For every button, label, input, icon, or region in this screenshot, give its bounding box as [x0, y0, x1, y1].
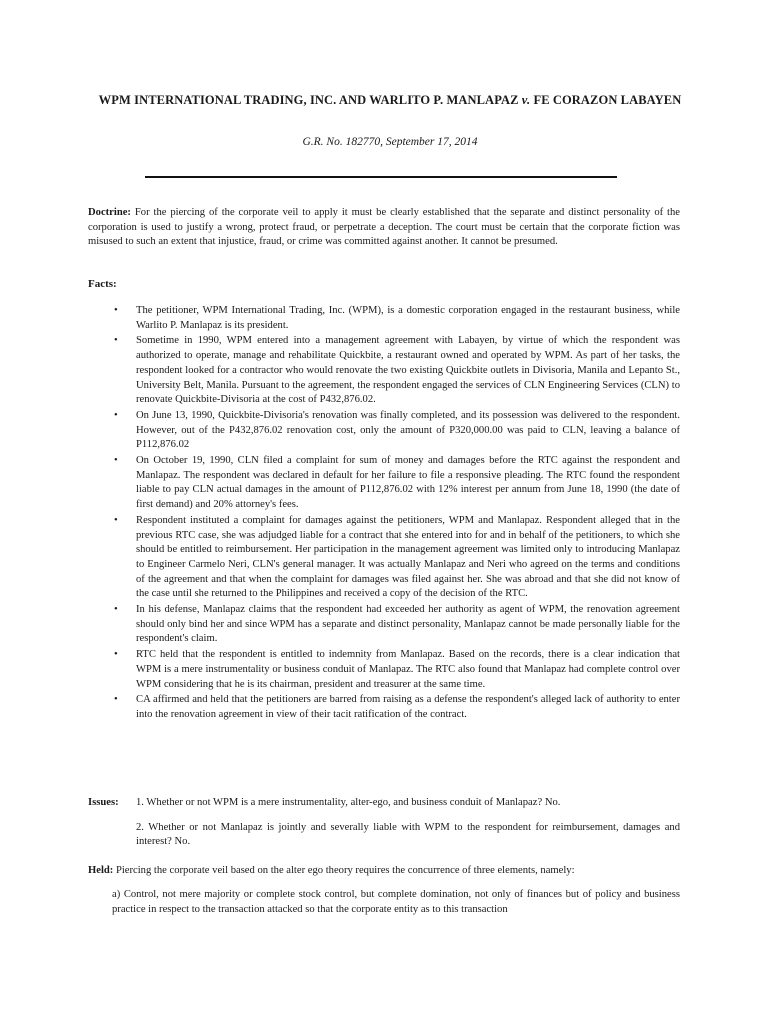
held-text: Piercing the corporate veil based on the alter ego theory requires the concurrence of three elements, namely:	[115, 865, 575, 876]
facts-list-item	[88, 304, 680, 333]
issue-item: 2. Whether or not Manlapaz is jointly and severally liable with WPM to the respondent for reimbursement, damages and interest? No.	[136, 821, 680, 848]
doctrine-text: For the piercing of the corporate veil to apply it must be clearly established that the separate and distinct personality of the corporation is used to justify a wrong, protect fraud, or perpetrate a deception. The court must be certain that the corporate fiction was misused to such an extent that injustice, fraud, or crime was committed against another. It cannot be presumed.	[88, 207, 681, 248]
facts-list-item	[88, 648, 680, 692]
bullet-icon: •	[114, 514, 118, 526]
issues-section	[88, 796, 680, 850]
issues-label: Issues:	[88, 797, 119, 808]
facts-list-item	[88, 334, 680, 408]
fact-text: The petitioner, WPM International Trading, Inc. (WPM), is a domestic corporation engaged in the restaurant business, while Warlito P. Manlapaz is its president.	[136, 305, 680, 331]
bullet-icon: •	[114, 335, 118, 347]
horizontal-rule	[145, 176, 617, 178]
held-label: Held:	[88, 865, 114, 876]
bullet-icon: •	[114, 455, 118, 467]
case-title-parties: WPM INTERNATIONAL TRADING, INC. AND WARLITO P. MANLAPAZ	[98, 93, 519, 107]
case-title-versus: v.	[521, 93, 531, 107]
doctrine-label: Doctrine:	[88, 207, 131, 218]
held-element-a: a) Control, not mere majority or complete stock control, but complete domination, not only of finances but of policy and business practice in respect to the transaction attacked so that the corporate entity as to this transaction	[112, 889, 680, 915]
case-title-respondent: FE CORAZON LABAYEN	[533, 93, 682, 107]
held-paragraph	[88, 864, 680, 879]
fact-text: Respondent instituted a complaint for damages against the petitioners, WPM and Manlapaz. Respondent alleged that in the previous RTC case, she was adjudged liable for a contract that she entered into for and in behalf of the petitioners, to which she should be entitled to reimbursement. Her participation in the management agreement was limited only to introducing Manlapaz to Engineer Carmelo Neri, CLN's general manager. It was actually Manlapaz and Neri who agreed on the terms and conditions of the agreement and that when the complaint for damages was filed against her. She was abroad and that she did not know of the case until she returned to the Philippines and received a copy of the decision of the RTC.	[136, 514, 680, 600]
facts-heading: Facts:	[88, 278, 117, 290]
bullet-icon: •	[114, 305, 118, 316]
facts-list-item	[88, 603, 680, 647]
issue-item: 1. Whether or not WPM is a mere instrumentality, alter-ego, and business conduit of Manlapaz? No.	[136, 797, 561, 808]
facts-list-item	[88, 454, 680, 513]
bullet-icon: •	[114, 409, 118, 421]
fact-text: In his defense, Manlapaz claims that the respondent had exceeded her authority as agent of WPM, the renovation agreement should only bind her and since WPM has a separate and distinct personality, Manlapaz cannot be made personally liable for the respondent's claim.	[136, 604, 680, 645]
fact-text: RTC held that the respondent is entitled to indemnity from Manlapaz. Based on the records, there is a clear indication that WPM is a mere instrumentality or business conduit of Manlapaz. The RTC also found that Manlapaz had complete control over WPM considering that he is its chairman, president and treasurer at the same time.	[136, 649, 680, 690]
fact-text: On October 19, 1990, CLN filed a complaint for sum of money and damages before the RTC against the respondent and Manlapaz. The respondent was declared in default for her failure to file a responsive pleading. The RTC found the respondent liable to pay CLN actual damages in the amount of P112,876.02 with 12% interest per annum from June 18, 1990 (the date of first demand) and 20% attorney's fees.	[136, 455, 680, 511]
bullet-icon: •	[114, 694, 118, 706]
fact-text: Sometime in 1990, WPM entered into a management agreement with Labayen, by virtue of which the respondent was authorized to operate, manage and rehabilitate Quickbite, a restaurant owned and operated by WPM. As part of her tasks, the respondent looked for a contractor who would renovate the two existing Quickbite outlets in Divisoria, Manila and Lepanto St., University Belt, Manila. Pursuant to the agreement, the respondent engaged the services of CLN Engineering Services (CLN) to renovate Quickbite-Divisoria at the cost of P432,876.02.	[136, 335, 680, 406]
bullet-icon: •	[114, 604, 118, 616]
case-citation: G.R. No. 182770, September 17, 2014	[302, 136, 478, 148]
fact-text: On June 13, 1990, Quickbite-Divisoria's renovation was finally completed, and its possession was delivered to the respondent. However, out of the P432,876.02 renovation cost, only the amount of P320,000.00 was paid to CLN, leaving a balance of P112,876.02	[136, 409, 680, 451]
facts-list-item	[88, 514, 680, 602]
bullet-icon: •	[114, 649, 118, 661]
fact-text: CA affirmed and held that the petitioners are barred from raising as a defense the respondent's alleged lack of authority to enter into the renovation agreement in view of their tacit ratification of the contract.	[136, 694, 680, 720]
facts-list-item	[88, 409, 680, 453]
case-title	[90, 92, 690, 108]
doctrine-paragraph	[88, 206, 680, 250]
facts-list	[88, 304, 680, 724]
facts-list-item	[88, 693, 680, 722]
